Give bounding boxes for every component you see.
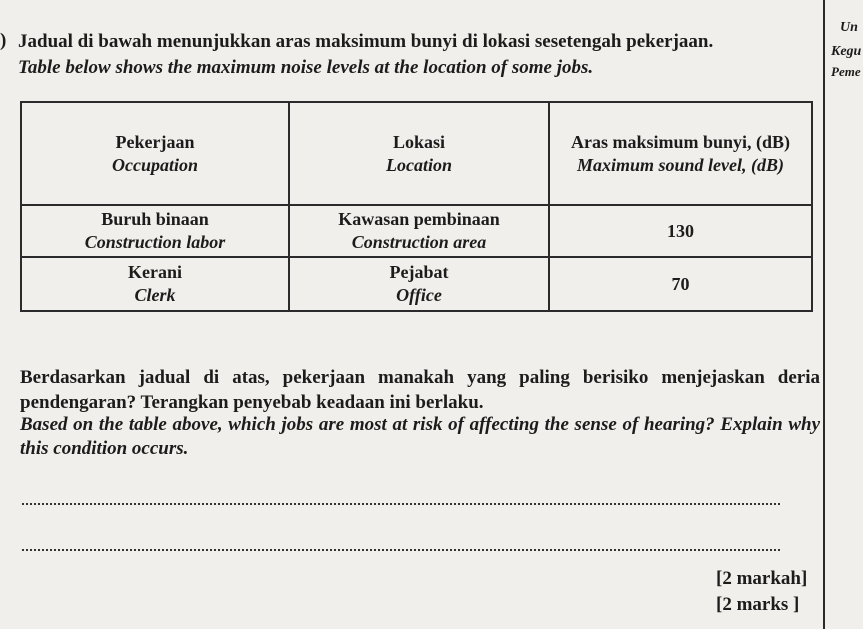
occupation-en: Construction labor <box>84 232 226 252</box>
location-ms: Pejabat <box>389 262 449 282</box>
question-number-paren: ) <box>0 30 7 51</box>
cell-sound-level <box>549 205 812 257</box>
header-location <box>289 102 549 205</box>
margin-divider <box>823 0 825 629</box>
answer-line[interactable] <box>22 549 780 551</box>
header-location-ms: Lokasi <box>392 131 446 152</box>
table-row <box>21 257 812 311</box>
cell-occupation <box>21 205 289 257</box>
header-sound-level-en: Maximum sound level, (dB) <box>576 154 784 175</box>
margin-label-2: Kegu <box>831 44 862 59</box>
intro-text-english: Table below shows the maximum noise levels at the location of some jobs. <box>18 57 594 78</box>
sound-level-value: 130 <box>667 220 694 241</box>
header-sound-level-ms: Aras maksimum bunyi, (dB) <box>570 131 791 152</box>
occupation-ms: Kerani <box>128 262 182 282</box>
cell-location <box>289 205 549 257</box>
marks-malay: [2 markah] <box>716 568 808 589</box>
cell-sound-level <box>549 257 812 311</box>
header-sound-level <box>549 102 812 205</box>
occupation-en: Clerk <box>134 285 176 305</box>
noise-level-table <box>20 101 813 312</box>
header-occupation-ms: Pekerjaan <box>115 131 195 152</box>
table-header-row <box>21 102 812 205</box>
location-ms: Kawasan pembinaan <box>338 209 500 229</box>
location-en: Construction area <box>351 232 487 252</box>
question-prompt-english: Based on the table above, which jobs are most at risk of affecting the sense of hearing? Explain why this condition occurs. <box>20 414 820 459</box>
answer-line[interactable] <box>22 503 780 505</box>
header-occupation <box>21 102 289 205</box>
margin-label-1: Un <box>840 20 858 35</box>
header-location-en: Location <box>386 154 452 175</box>
cell-location <box>289 257 549 311</box>
marks-english: [2 marks ] <box>716 594 800 615</box>
margin-label-3: Peme <box>831 64 861 79</box>
sound-level-value: 70 <box>671 273 690 294</box>
occupation-ms: Buruh binaan <box>101 209 209 229</box>
question-prompt-malay: Berdasarkan jadual di atas, pekerjaan manakah yang paling berisiko menjejaskan deria pendengaran? Terangkan penyebab keadaan ini berlaku. <box>20 367 820 413</box>
header-occupation-en: Occupation <box>111 154 198 175</box>
intro-text-malay: Jadual di bawah menunjukkan aras maksimum bunyi di lokasi sesetengah pekerjaan. <box>18 31 714 52</box>
table-row <box>21 205 812 257</box>
location-en: Office <box>396 285 442 305</box>
cell-occupation <box>21 257 289 311</box>
